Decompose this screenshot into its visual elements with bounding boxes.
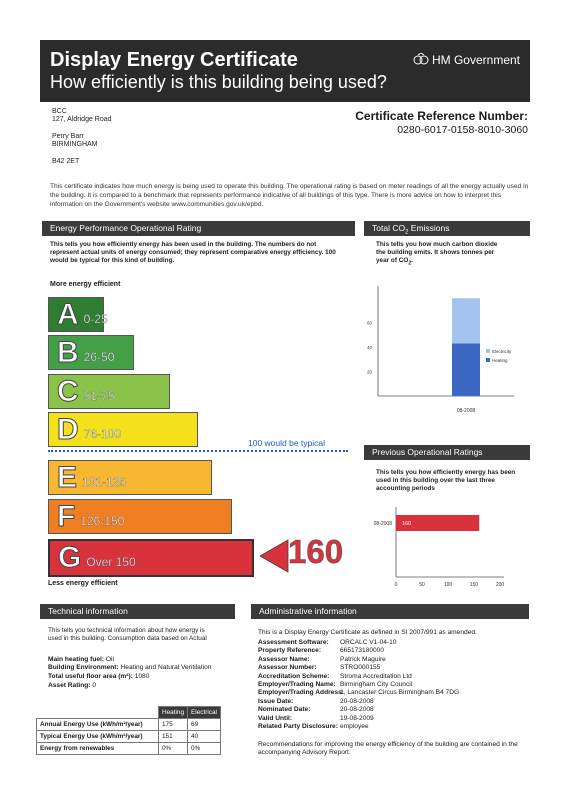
reference-label: Certificate Reference Number: xyxy=(355,109,528,123)
x-tick-label: 0 xyxy=(394,582,398,588)
admin-field-label: Employer/Trading Name: xyxy=(258,681,336,689)
admin-field-row xyxy=(258,698,530,706)
y-tick-label: 40 xyxy=(366,345,372,351)
heating-fuel-label: Main heating fuel: xyxy=(48,656,105,663)
x-tick-label: 50 xyxy=(419,582,425,588)
co2-desc-line-3: year of CO xyxy=(376,256,409,264)
address-line-2: 127, Aldridge Road xyxy=(52,116,112,123)
admin-field-row xyxy=(258,656,530,664)
band-range: Over 150 xyxy=(86,555,136,569)
environment-row xyxy=(48,664,211,672)
government-logo xyxy=(413,53,520,67)
admin-field-row xyxy=(258,673,530,681)
band-letter: B xyxy=(57,335,79,369)
x-tick-label: 200 xyxy=(495,582,505,588)
typical-divider xyxy=(48,450,348,452)
admin-field-row xyxy=(258,664,530,672)
row-label: Typical Energy Use (kWh/m²/year) xyxy=(37,731,159,743)
admin-field-value: Stroma Accreditation Ltd xyxy=(340,672,412,680)
certificate-title: Display Energy Certificate xyxy=(50,49,298,71)
admin-field-row xyxy=(258,723,530,731)
co2-chart xyxy=(364,282,530,412)
row-heating: 0% xyxy=(159,743,188,755)
bar-data-label: 160 xyxy=(402,521,412,527)
table-header-heating: Heating xyxy=(159,707,188,719)
band-range: 126-150 xyxy=(80,513,125,528)
floor-area-label: Total useful floor area (m²): xyxy=(48,673,133,680)
band-letter: F xyxy=(57,499,76,533)
x-tick-label: 100 xyxy=(443,582,453,588)
address-postcode: B42 2ET xyxy=(52,158,80,165)
admin-field-row xyxy=(258,647,530,655)
heating-fuel-row xyxy=(48,656,114,664)
admin-field-value: 665173180000 xyxy=(340,647,385,655)
previous-ratings-chart xyxy=(360,505,530,590)
floor-area-row xyxy=(48,673,149,681)
y-tick-label: 20 xyxy=(366,369,372,375)
admin-field-label: Valid Until: xyxy=(258,714,293,722)
address-line-4: BIRMINGHAM xyxy=(52,141,98,148)
heating-fuel-value: Oil xyxy=(105,656,114,663)
administrative-intro: This is a Display Energy Certificate as defined in SI 2007/991 as amended. xyxy=(258,629,477,636)
band-range: 51-75 xyxy=(83,388,115,403)
row-electrical: 69 xyxy=(188,719,221,731)
band-letter: C xyxy=(57,374,79,408)
admin-field-value: Patrick Maguire xyxy=(340,655,386,663)
royal-crest-icon xyxy=(413,53,429,67)
typical-label: 100 would be typical xyxy=(248,438,326,448)
co2-heading-sub: 2 xyxy=(405,229,409,236)
admin-field-value: 20-08-2008 xyxy=(340,697,374,705)
band-range: 0-25 xyxy=(83,311,108,326)
admin-field-value: 1, Lancaster Circus Birmingham B4 7DG xyxy=(340,689,460,697)
admin-field-value: 20-08-2008 xyxy=(340,706,374,714)
previous-ratings-heading: Previous Operational Ratings xyxy=(364,445,530,460)
legend-label: Heating xyxy=(492,358,508,363)
band-letter: D xyxy=(57,412,79,446)
energy-use-table xyxy=(36,706,221,755)
rating-arrow-icon xyxy=(260,539,290,573)
co2-desc-line-2: the building emits. It shows tonnes per xyxy=(376,248,495,256)
co2-heading-prefix: Total CO xyxy=(372,223,406,233)
x-axis-label: 08-2008 xyxy=(456,408,476,412)
band-letter: G xyxy=(58,541,82,574)
rating-band-a xyxy=(48,297,108,332)
row-heating: 151 xyxy=(159,731,188,743)
co2-heading-suffix: Emissions xyxy=(408,223,450,233)
administrative-fields xyxy=(258,639,530,731)
address-line-3: Perry Barr xyxy=(52,133,84,140)
admin-field-label: Assessor Number: xyxy=(258,664,317,672)
table-header-electrical: Electrical xyxy=(188,707,221,719)
admin-field-label: Accreditation Scheme: xyxy=(258,672,330,680)
category-label: 08-2008 xyxy=(373,521,392,527)
row-electrical: 0% xyxy=(188,743,221,755)
admin-field-label: Property Reference: xyxy=(258,647,322,655)
rating-band-e xyxy=(48,460,212,495)
admin-field-row xyxy=(258,706,530,714)
admin-field-label: Related Party Disclosure: xyxy=(258,723,338,731)
admin-field-value: ORCALC V1-04-10 xyxy=(340,639,397,646)
environment-value: Heating and Natural Ventilation xyxy=(120,664,212,671)
co2-desc-sub: 2 xyxy=(408,259,412,266)
legend-swatch xyxy=(486,358,490,362)
admin-field-label: Assessor Name: xyxy=(258,655,310,663)
certificate-subtitle: How efficiently is this building being used? xyxy=(50,72,387,92)
rating-band-g xyxy=(48,539,254,577)
co2-desc-line-1: This tells you how much carbon dioxide xyxy=(376,241,498,248)
intro-text: This certificate indicates how much energy is being used to operate this building. The operational rating is based on meter readings of all the energy actually used in the building. It is compared to a benchmark that represents performance indicative of all buildings of this type. There is more advice on how to interpret this information on the Government's website www.communities.gov.uk/epbd. xyxy=(50,183,529,208)
table-row xyxy=(37,743,221,755)
x-tick-label: 150 xyxy=(469,582,479,588)
row-label: Energy from renewables xyxy=(37,743,159,755)
asset-rating-row xyxy=(48,682,96,690)
co2-description xyxy=(376,241,516,268)
table-corner xyxy=(37,707,159,719)
rating-value: 160 xyxy=(288,533,344,570)
technical-heading: Technical information xyxy=(40,604,235,619)
asset-rating-value: 0 xyxy=(92,682,97,689)
less-efficient-label: Less energy efficient xyxy=(48,580,118,587)
row-electrical: 40 xyxy=(188,731,221,743)
table-header-row xyxy=(37,707,221,719)
admin-field-value: Birmingham City Council xyxy=(340,681,413,689)
admin-field-row xyxy=(258,681,530,689)
row-heating: 175 xyxy=(159,719,188,731)
logo-text: HM Government xyxy=(431,53,520,67)
admin-field-value: 19-08-2009 xyxy=(340,714,374,722)
address-line-1: BCC xyxy=(52,108,67,115)
table-row xyxy=(37,731,221,743)
y-tick-label: 60 xyxy=(366,320,372,326)
admin-field-label: Assessment Software: xyxy=(258,639,329,646)
rating-band-f xyxy=(48,499,232,534)
admin-field-row xyxy=(258,639,530,647)
previous-ratings-description: This tells you how efficiently energy has been used in this building over the last three accounting periods xyxy=(376,469,516,492)
band-range: 76-100 xyxy=(83,426,122,441)
rating-band-d xyxy=(48,412,198,447)
administrative-footer: Recommendations for improving the energy efficiency of the building are contained in the accompanying Advisory Report. xyxy=(258,741,518,756)
rating-band-c xyxy=(48,374,170,409)
rating-band-b xyxy=(48,335,134,370)
admin-field-row xyxy=(258,715,530,723)
co2-heading xyxy=(364,221,530,236)
co2-bar-heating xyxy=(452,343,480,396)
admin-field-label: Employer/Trading Address: xyxy=(258,689,344,697)
row-label: Annual Energy Use (kWh/m²/year) xyxy=(37,719,159,731)
technical-description: This tells you technical information about how energy is used in this building. Consumption data based on Actual xyxy=(48,627,207,642)
admin-field-label: Issue Date: xyxy=(258,697,294,705)
more-efficient-label: More energy efficient xyxy=(50,281,121,288)
band-range: 101-125 xyxy=(82,474,127,489)
certificate-header xyxy=(40,40,530,102)
floor-area-value: 1080 xyxy=(134,673,150,680)
table-row xyxy=(37,719,221,731)
reference-number: 0280-6017-0158-8010-3060 xyxy=(397,124,528,136)
legend-swatch xyxy=(486,349,490,353)
band-letter: A xyxy=(57,297,79,331)
co2-bar-electricity xyxy=(452,298,480,343)
administrative-heading: Administrative information xyxy=(251,604,529,619)
admin-field-value: employee xyxy=(340,723,369,731)
band-letter: E xyxy=(57,460,78,494)
operational-rating-description: This tells you how efficiently energy has been used in the building. The numbers do not represent actual units of energy consumed; they represent comparative energy efficiency. 100 would be typical for this kind of building. xyxy=(50,241,336,264)
co2-desc-suffix: . xyxy=(411,256,413,264)
admin-field-row xyxy=(258,689,530,697)
legend-label: Electricity xyxy=(492,349,512,354)
admin-field-value: STRO000155 xyxy=(340,664,381,672)
environment-label: Building Environment: xyxy=(48,664,119,671)
band-range: 26-50 xyxy=(83,349,115,364)
asset-rating-label: Asset Rating: xyxy=(48,682,91,689)
admin-field-label: Nominated Date: xyxy=(258,706,311,714)
operational-rating-heading: Energy Performance Operational Rating xyxy=(42,221,355,236)
